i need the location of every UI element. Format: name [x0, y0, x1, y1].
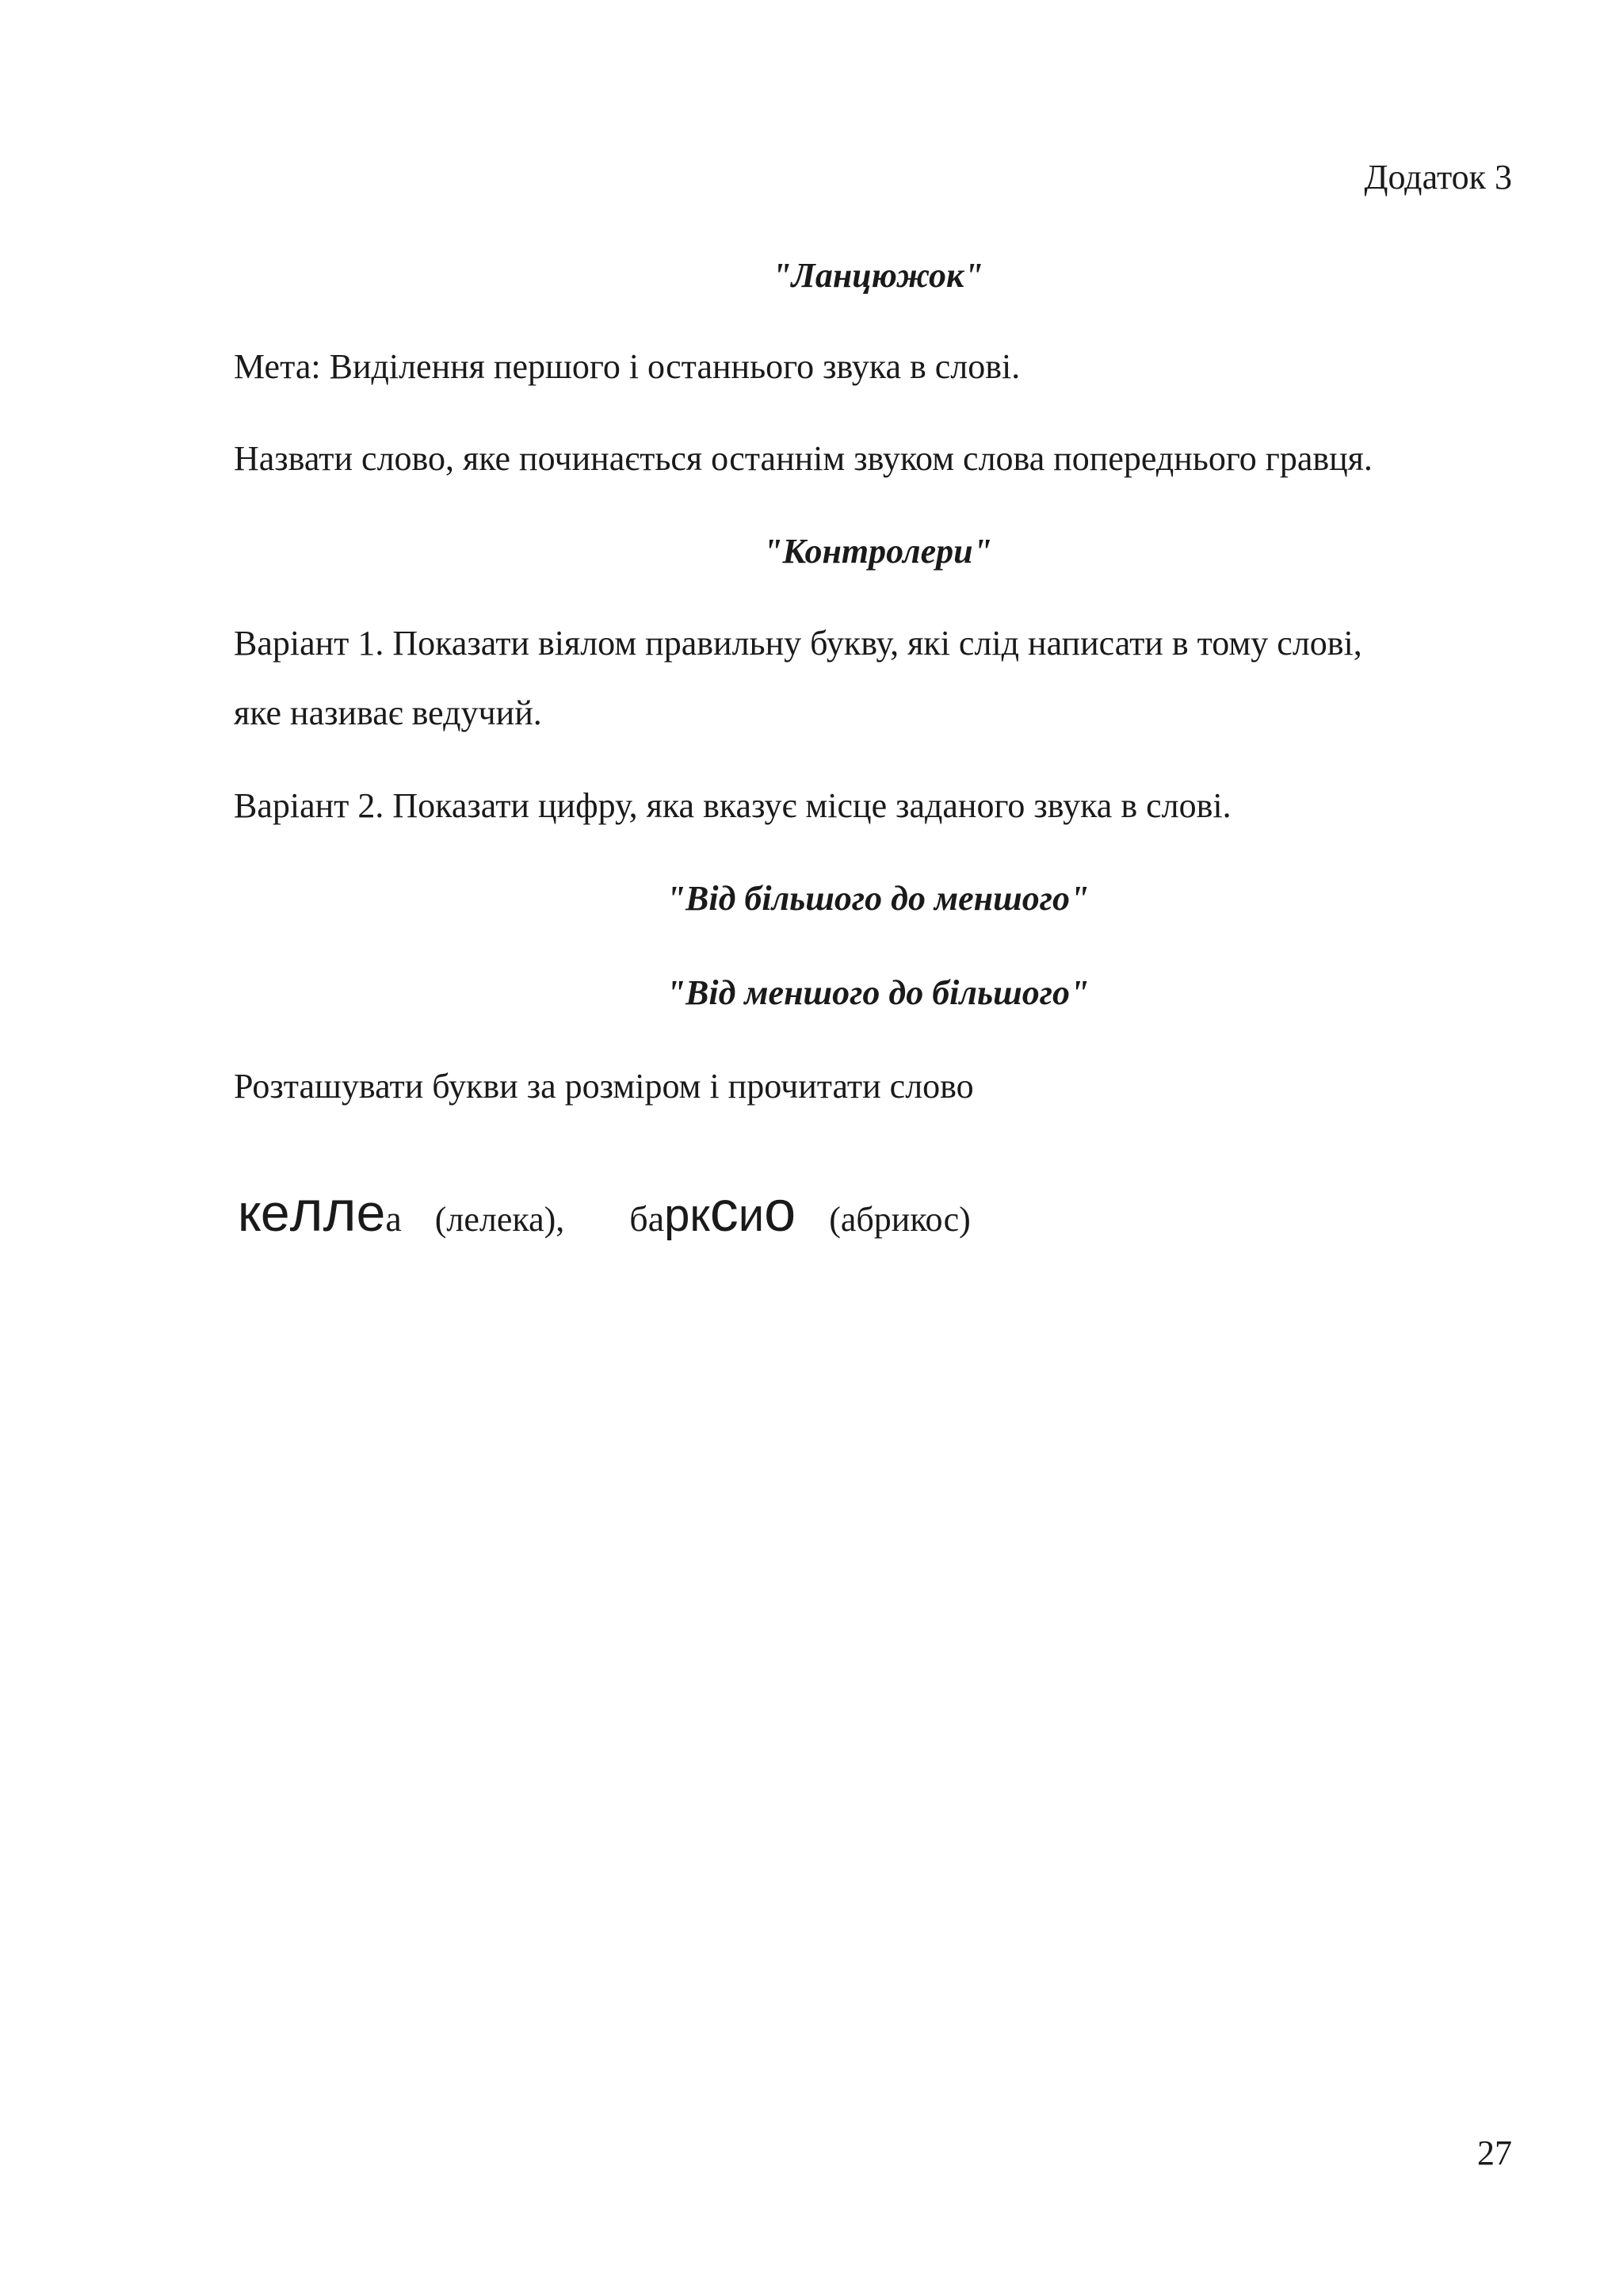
letter: а [385, 1198, 402, 1239]
sizes-title-larger-to-smaller: "Від більшого до меншого" [666, 879, 1090, 918]
example-answer-2: (абрикос) [829, 1200, 971, 1239]
chain-title: "Ланцюжок" [772, 256, 983, 295]
sizes-title-smaller-to-larger: "Від меншого до більшого" [666, 973, 1090, 1012]
letter: б [629, 1198, 648, 1239]
example-answer-1: (лелека), [434, 1200, 565, 1239]
letter: р [664, 1190, 690, 1241]
example-word-1 [238, 1179, 402, 1244]
letter: к [689, 1190, 710, 1241]
controllers-title: "Контролери" [762, 532, 993, 571]
letter: с [709, 1180, 739, 1244]
variant1-line1: Варіант 1. Показати віялом правильну букву, які слід написати в тому слові, [234, 624, 1362, 663]
variant2: Варіант 2. Показати цифру, яка вказує місце заданого звука в слові. [234, 786, 1232, 825]
letter: к [238, 1183, 261, 1242]
letter: и [738, 1190, 765, 1241]
letter: л [289, 1180, 323, 1244]
sizes-instruction: Розташувати букви за розміром і прочитати слово [234, 1067, 974, 1106]
appendix-label: Додаток 3 [1364, 158, 1512, 197]
letter: а [647, 1198, 665, 1239]
letter: л [323, 1180, 357, 1244]
letter: е [356, 1183, 386, 1242]
letter-examples [238, 1179, 971, 1244]
page-number: 27 [1477, 2134, 1512, 2172]
example-word-2 [629, 1179, 796, 1244]
variant1-line2: яке називає ведучий. [234, 693, 542, 732]
letter: е [260, 1183, 290, 1242]
chain-task: Назвати слово, яке починається останнім звуком слова попереднього гравця. [234, 439, 1373, 478]
letter: о [764, 1180, 796, 1244]
chain-goal: Мета: Виділення першого і останнього звука в слові. [234, 347, 1021, 386]
